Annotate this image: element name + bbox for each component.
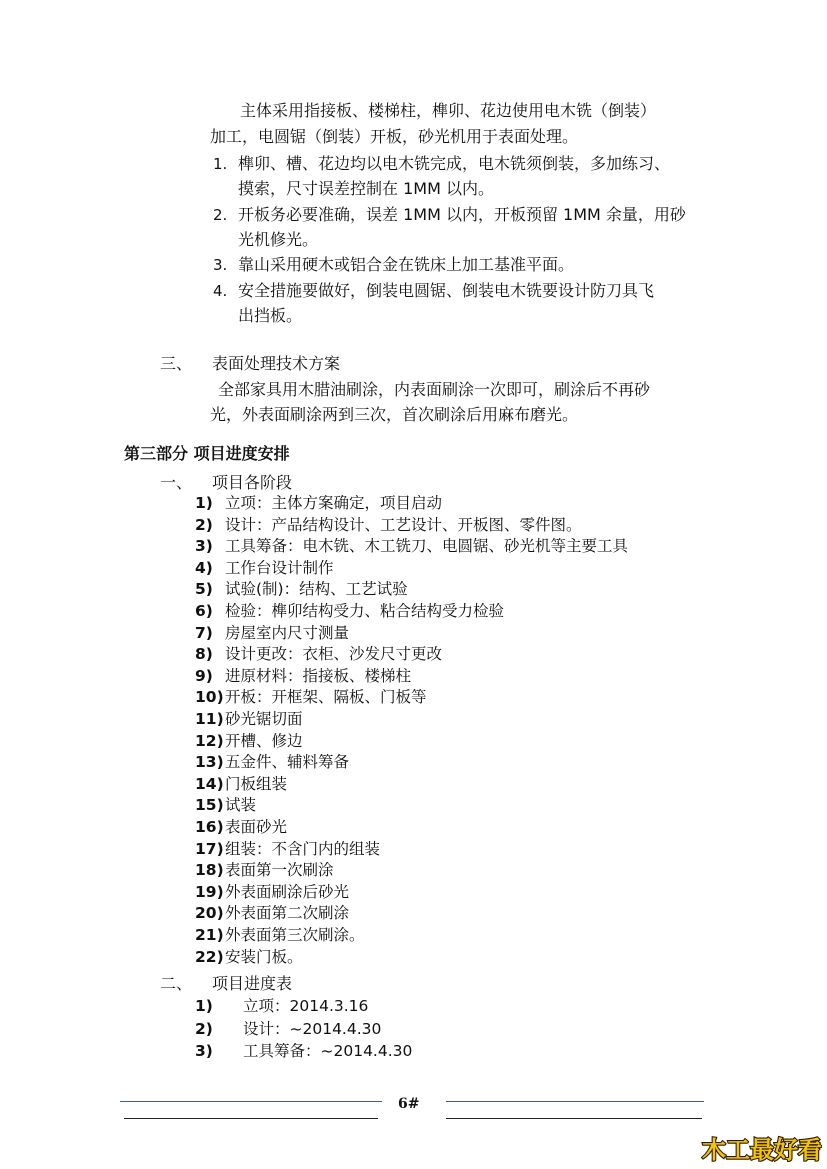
- stage-item: [195, 623, 349, 645]
- item-text-continued: 光机修光。: [238, 230, 319, 249]
- item-number: 2.: [213, 206, 228, 224]
- schedule-number: 3): [195, 1042, 213, 1060]
- stage-text: 五金件、辅料筹备: [225, 753, 350, 772]
- stage-number: 2): [195, 515, 213, 534]
- item-number: 1.: [213, 155, 228, 173]
- stage-text: 表面砂光: [225, 818, 288, 836]
- stage-item: [195, 515, 582, 537]
- stage-number: 12): [195, 731, 224, 750]
- stage-item: [195, 601, 504, 623]
- schedule-number: 1): [195, 997, 213, 1015]
- stage-text: 工作台设计制作: [225, 558, 334, 577]
- schedule-text: 工具筹备：~2014.4.30: [243, 1042, 413, 1060]
- stage-number: 22): [195, 947, 224, 966]
- stage-item: [195, 687, 427, 709]
- item-text: 开板务必要准确，误差 1MM 以内，开板预留 1MM 余量，用砂: [238, 205, 686, 224]
- stage-number: 20): [195, 904, 224, 923]
- stage-number: 15): [195, 796, 224, 815]
- section-number: 三、: [160, 354, 193, 373]
- stage-number: 4): [195, 558, 213, 577]
- stage-text: 检验：榫卯结构受力、粘合结构受力检验: [225, 602, 505, 620]
- schedule-item: [195, 995, 368, 1017]
- stage-item: [195, 558, 334, 580]
- stage-item: [195, 795, 256, 817]
- stage-number: 16): [195, 818, 224, 836]
- stage-number: 6): [195, 602, 213, 620]
- stage-number: 7): [195, 623, 213, 642]
- intro-line-1: 主体采用指接板、楼梯柱，榫卯、花边使用电木铣（倒装）: [240, 101, 657, 120]
- stage-text: 设计更改：衣柜、沙发尺寸更改: [225, 645, 443, 664]
- section-title: 表面处理技术方案: [212, 354, 341, 373]
- stage-item: [195, 817, 287, 839]
- subsection-number: 一、: [160, 473, 193, 492]
- section-paragraph-line-1: 全部家具用木腊油刷涂，内表面刷涂一次即可，刷涂后不再砂: [218, 380, 651, 399]
- stage-text: 房屋室内尺寸测量: [225, 623, 350, 642]
- stage-number: 18): [195, 861, 224, 880]
- stage-number: 10): [195, 688, 224, 707]
- stage-number: 11): [195, 710, 224, 728]
- item-number: 4.: [213, 282, 228, 300]
- stage-number: 17): [195, 839, 224, 858]
- stage-item: [195, 925, 365, 947]
- stage-number: 9): [195, 666, 213, 685]
- stage-item: [195, 947, 303, 969]
- stage-text: 安装门板。: [225, 947, 303, 966]
- schedule-item: [195, 1040, 412, 1062]
- stage-text: 工具筹备：电木铣、木工铣刀、电圆锯、砂光机等主要工具: [225, 537, 629, 556]
- stage-text: 试验(制)：结构、工艺试验: [225, 580, 408, 599]
- stage-text: 开槽、修边: [225, 731, 303, 750]
- stage-item: [195, 493, 442, 515]
- stage-text: 立项：主体方案确定，项目启动: [225, 494, 443, 512]
- footer-rule-left: [120, 1101, 382, 1102]
- stage-text: 砂光锯切面: [225, 710, 303, 728]
- footer-underline-left: [124, 1118, 378, 1119]
- item-text-continued: 摸索，尺寸误差控制在 1MM 以内。: [238, 179, 494, 198]
- schedule-text: 设计：~2014.4.30: [243, 1020, 382, 1038]
- stage-item: [195, 644, 442, 666]
- stage-item: [195, 536, 628, 558]
- stage-item: [195, 774, 287, 796]
- stage-text: 外表面第三次刷涂。: [225, 926, 365, 944]
- intro-line-2: 加工，电圆锯（倒装）开板，砂光机用于表面处理。: [210, 127, 579, 146]
- stage-number: 8): [195, 645, 213, 664]
- stage-text: 组装：不含门内的组装: [225, 839, 381, 858]
- item-number: 3.: [213, 256, 228, 274]
- stage-text: 门板组装: [225, 774, 288, 793]
- stage-number: 5): [195, 580, 213, 599]
- brand-logo: [700, 1130, 822, 1164]
- stage-item: [195, 903, 349, 925]
- stage-text: 外表面第二次刷涂: [225, 904, 350, 923]
- stage-number: 19): [195, 882, 224, 901]
- page-number: 6#: [398, 1096, 420, 1112]
- stage-item: [195, 882, 349, 904]
- stage-item: [195, 860, 334, 882]
- schedule-item: [195, 1018, 381, 1040]
- stage-text: 设计：产品结构设计、工艺设计、开板图、零件图。: [225, 515, 582, 534]
- stage-number: 13): [195, 753, 224, 772]
- item-text: 安全措施要做好，倒装电圆锯、倒装电木铣要设计防刀具飞: [238, 281, 655, 300]
- stage-text: 进原材料：指接板、楼梯柱: [225, 666, 412, 685]
- subsection-title: 项目各阶段: [212, 473, 293, 492]
- stage-item: [195, 752, 349, 774]
- stage-item: [195, 839, 380, 861]
- stage-number: 1): [195, 494, 213, 512]
- schedule-text: 立项：2014.3.16: [243, 997, 369, 1015]
- stage-item: [195, 666, 411, 688]
- footer-rule-right: [446, 1101, 704, 1102]
- stage-number: 14): [195, 774, 224, 793]
- item-text: 榫卯、槽、花边均以电木铣完成，电木铣须倒装，多加练习、: [238, 154, 671, 173]
- part-heading: 第三部分 项目进度安排: [124, 444, 290, 463]
- stage-text: 开板：开框架、隔板、门板等: [225, 688, 427, 707]
- schedule-number: 2): [195, 1020, 213, 1038]
- stage-number: 21): [195, 926, 224, 944]
- stage-number: 3): [195, 537, 213, 556]
- item-text-continued: 出挡板。: [238, 306, 303, 325]
- stage-text: 表面第一次刷涂: [225, 861, 334, 880]
- logo-text: 木工最好看: [702, 1136, 822, 1164]
- footer-underline-right: [446, 1118, 702, 1119]
- stage-item: [195, 709, 303, 731]
- subsection-title: 项目进度表: [212, 974, 293, 993]
- section-paragraph-line-2: 光，外表面刷涂两到三次，首次刷涂后用麻布磨光。: [210, 405, 579, 424]
- stage-text: 试装: [225, 796, 257, 815]
- stage-text: 外表面刷涂后砂光: [225, 882, 350, 901]
- subsection-number: 二、: [160, 974, 193, 993]
- stage-item: [195, 731, 303, 753]
- stage-item: [195, 579, 408, 601]
- item-text: 靠山采用硬木或铝合金在铣床上加工基准平面。: [238, 255, 575, 274]
